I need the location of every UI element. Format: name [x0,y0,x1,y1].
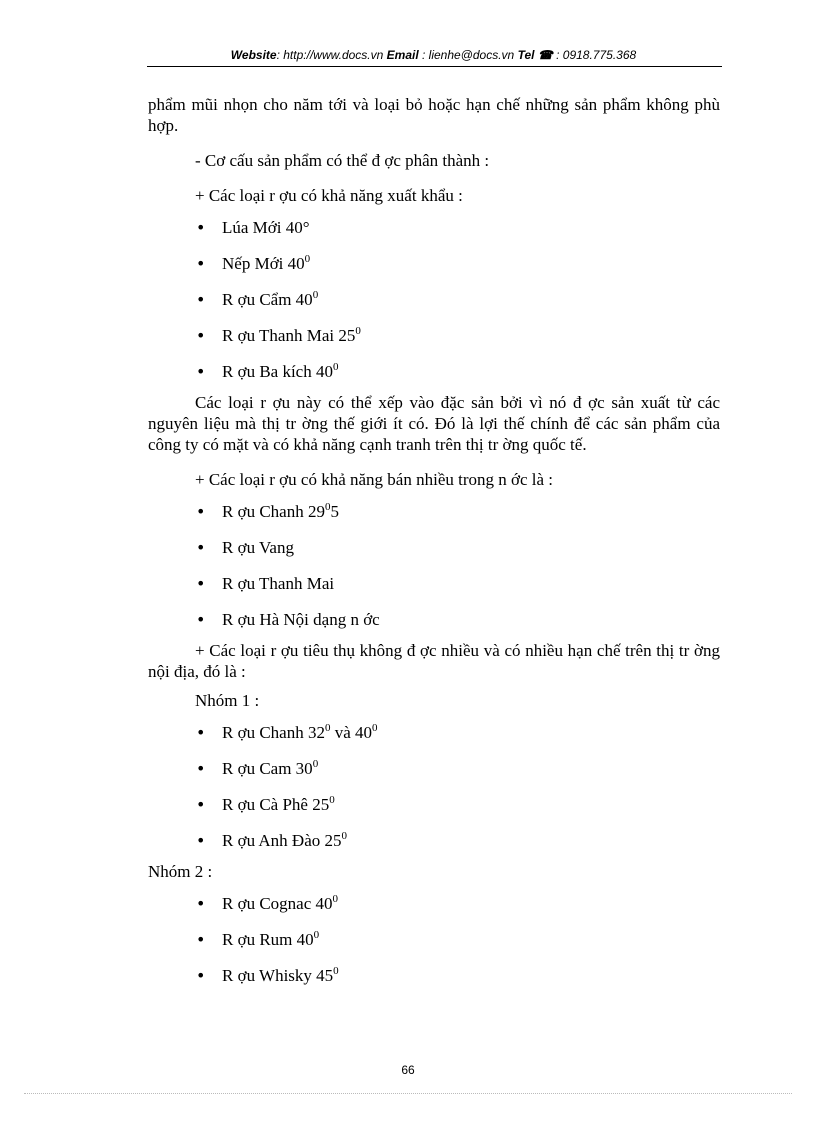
list-item: • R ợu Chanh $32^0$ và $40^0$ [148,715,720,751]
page-bottom-rule [24,1093,792,1094]
group2-list [148,886,720,994]
group1-title: Nhóm 1 : [195,691,260,710]
bullet-icon: • [196,610,206,629]
bullet-icon: • [196,538,206,557]
bullet-icon: • [196,966,206,985]
domestic-list [148,494,720,638]
phone-icon: ☎ [537,48,553,62]
bullet-icon: • [196,362,206,381]
header-rule [147,66,722,67]
list-item: • R ợu Thanh Mai $25^0$ [148,318,720,354]
list-item: • R ợu Cognac $40^0$ [148,886,720,922]
group2-title: Nhóm 2 : [148,862,213,881]
document-body [148,94,720,994]
tel-label: Tel [517,48,535,62]
structure-line: - Cơ cấu sản phẩm có thể đ ợc phân thành : [195,151,490,170]
bullet-icon: • [196,759,206,778]
domestic-group-title: + Các loại r ợu có khả năng bán nhiều trong n ớc là : [195,470,554,489]
list-item: • R ợu Chanh $29^05$ [148,494,720,530]
bullet-icon: • [196,290,206,309]
bullet-icon: • [196,574,206,593]
page-number: 66 [401,1063,415,1077]
bullet-icon: • [196,831,206,850]
list-item: • R ợu Ba kích $40^0$ [148,354,720,390]
export-group-title: + Các loại r ợu có khả năng xuất khẩu : [195,186,463,205]
list-item: • R ợu Anh Đào $25^0$ [148,823,720,859]
email-label: Email [386,48,419,62]
website-label: Website [230,48,277,62]
website-value: : http://www.docs.vn [276,48,387,62]
bullet-icon: • [196,795,206,814]
list-item: • R ợu Thanh Mai [148,566,720,602]
list-item: • R ợu Vang [148,530,720,566]
list-item: • R ợu Cẩm $40^0$ [148,282,720,318]
list-item: • Lúa Mới 40° [148,210,720,246]
list-item: • Nếp Mới $40^0$ [148,246,720,282]
paragraph-limited: + Các loại r ợu tiêu thụ không đ ợc nhiều và có nhiều hạn chế trên thị tr ờng nội địa, đó là : [148,641,720,681]
list-item: • R ợu Cà Phê $25^0$ [148,787,720,823]
page-header [147,48,720,66]
paragraph-specialty: Các loại r ợu này có thể xếp vào đặc sản bởi vì nó đ ợc sản xuất từ các nguyên liệu mà thị tr ờng thế giới ít có. Đó là lợi thế chính để các sản phẩm của công ty có mặt và có khả năng cạnh tranh trên thị tr ờng quốc tế. [148,393,720,454]
bullet-icon: • [196,502,206,521]
paragraph-intro: phẩm mũi nhọn cho năm tới và loại bỏ hoặc hạn chế những sản phẩm không phù hợp. [148,95,720,135]
bullet-icon: • [196,894,206,913]
bullet-icon: • [196,218,206,237]
list-item: • R ợu Cam $30^0$ [148,751,720,787]
bullet-icon: • [196,254,206,273]
bullet-icon: • [196,326,206,345]
bullet-icon: • [196,930,206,949]
email-value: : lienhe@docs.vn [418,48,518,62]
group1-list [148,715,720,859]
list-item: • R ợu Rum $40^0$ [148,922,720,958]
bullet-icon: • [196,723,206,742]
tel-value: : 0918.775.368 [552,48,637,62]
list-item: • R ợu Whisky $45^0$ [148,958,720,994]
list-item: • R ợu Hà Nội dạng n ớc [148,602,720,638]
export-list [148,210,720,390]
